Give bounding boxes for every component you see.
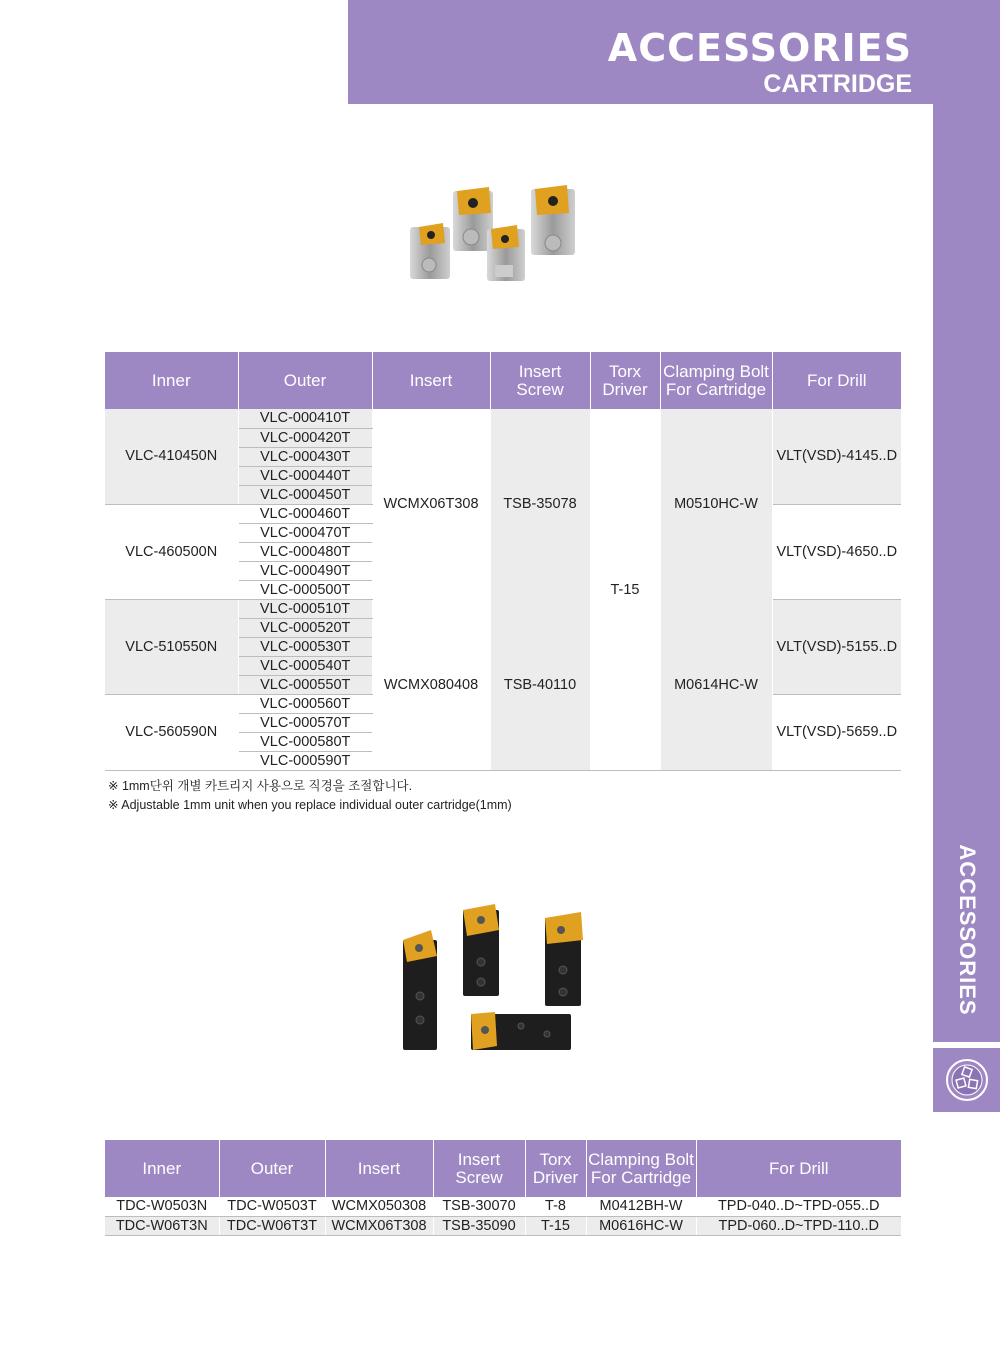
outer-cell: VLC-000450T: [238, 485, 372, 504]
col-for-drill: For Drill: [696, 1140, 901, 1197]
side-tab[interactable]: [933, 835, 1000, 1025]
inner-cell: VLC-410450N: [105, 409, 238, 504]
insert-cell: WCMX06T308: [372, 409, 490, 599]
outer-cell: VLC-000410T: [238, 409, 372, 428]
for-drill-cell: VLT(VSD)-5155..D: [772, 599, 901, 694]
for-drill-cell: VLT(VSD)-4650..D: [772, 504, 901, 599]
table-header-row: [105, 352, 901, 409]
page-subtitle: CARTRIDGE: [763, 70, 912, 98]
outer-cell: VLC-000500T: [238, 580, 372, 599]
clamping-bolt-cell: M0614HC-W: [660, 599, 772, 770]
table-bottom-rule: [105, 770, 901, 771]
outer-cell: VLC-000490T: [238, 561, 372, 580]
table-header-row: [105, 1140, 901, 1197]
col-torx-driver: Torx Driver: [590, 352, 660, 409]
vlc-cartridge-table: [105, 352, 901, 771]
col-inner: Inner: [105, 352, 238, 409]
outer-cell: VLC-000470T: [238, 523, 372, 542]
outer-cell: VLC-000510T: [238, 599, 372, 618]
bottom-cartridge-photo: [395, 900, 595, 1060]
col-outer: Outer: [238, 352, 372, 409]
inner-cell: TDC-W06T3N: [105, 1216, 219, 1235]
col-insert: Insert: [372, 352, 490, 409]
table-row: [105, 409, 901, 428]
outer-cell: VLC-000460T: [238, 504, 372, 523]
outer-cell: TDC-W06T3T: [219, 1216, 325, 1235]
inner-cell: VLC-460500N: [105, 504, 238, 599]
col-outer: Outer: [219, 1140, 325, 1197]
insert-screw-cell: TSB-40110: [490, 599, 590, 770]
insert-screw-cell: TSB-35078: [490, 409, 590, 599]
note-korean: ※ 1mm단위 개별 카트리지 사용으로 직경을 조절합니다.: [108, 779, 413, 793]
outer-cell: VLC-000440T: [238, 466, 372, 485]
outer-cell: VLC-000550T: [238, 675, 372, 694]
outer-cell: VLC-000580T: [238, 732, 372, 751]
col-inner: Inner: [105, 1140, 219, 1197]
clamping-bolt-cell: M0510HC-W: [660, 409, 772, 599]
insert-cell: WCMX080408: [372, 599, 490, 770]
col-for-drill: For Drill: [772, 352, 901, 409]
torx-driver-cell: T-15: [525, 1216, 586, 1235]
insert-screw-cell: TSB-35090: [433, 1216, 525, 1235]
clamping-bolt-cell: M0412BH-W: [586, 1197, 696, 1216]
tdc-cartridge-table: [105, 1140, 901, 1236]
insert-screw-cell: TSB-30070: [433, 1197, 525, 1216]
outer-cell: VLC-000590T: [238, 751, 372, 770]
torx-driver-cell: T-8: [525, 1197, 586, 1216]
col-torx-driver: Torx Driver: [525, 1140, 586, 1197]
for-drill-cell: VLT(VSD)-4145..D: [772, 409, 901, 504]
table-row: [105, 1216, 901, 1235]
inner-cell: TDC-W0503N: [105, 1197, 219, 1216]
clamping-bolt-cell: M0616HC-W: [586, 1216, 696, 1235]
table-row: [105, 599, 901, 618]
outer-cell: VLC-000430T: [238, 447, 372, 466]
note-english: ※ Adjustable 1mm unit when you replace individual outer cartridge(1mm): [108, 798, 512, 812]
outer-cell: VLC-000530T: [238, 637, 372, 656]
outer-cell: VLC-000540T: [238, 656, 372, 675]
outer-cell: TDC-W0503T: [219, 1197, 325, 1216]
page-title: ACCESSORIES: [607, 26, 912, 70]
for-drill-cell: TPD-040..D~TPD-055..D: [696, 1197, 901, 1216]
inner-cell: VLC-560590N: [105, 694, 238, 770]
outer-cell: VLC-000520T: [238, 618, 372, 637]
top-cartridge-photo: [405, 185, 585, 285]
col-clamping-bolt: Clamping Bolt For Cartridge: [660, 352, 772, 409]
col-insert-screw: Insert Screw: [433, 1140, 525, 1197]
table-row: [105, 1197, 901, 1216]
for-drill-cell: TPD-060..D~TPD-110..D: [696, 1216, 901, 1235]
for-drill-cell: VLT(VSD)-5659..D: [772, 694, 901, 770]
col-clamping-bolt: Clamping Bolt For Cartridge: [586, 1140, 696, 1197]
side-logo: [933, 1048, 1000, 1112]
tool-emblem-icon: [933, 1048, 1000, 1112]
outer-cell: VLC-000560T: [238, 694, 372, 713]
outer-cell: VLC-000570T: [238, 713, 372, 732]
insert-cell: WCMX06T308: [325, 1216, 433, 1235]
insert-cell: WCMX050308: [325, 1197, 433, 1216]
outer-cell: VLC-000420T: [238, 428, 372, 447]
col-insert: Insert: [325, 1140, 433, 1197]
notes: [108, 777, 512, 815]
inner-cell: VLC-510550N: [105, 599, 238, 694]
torx-driver-cell: T-15: [590, 409, 660, 770]
col-insert-screw: Insert Screw: [490, 352, 590, 409]
side-tab-label: ACCESSORIES: [954, 844, 980, 1016]
outer-cell: VLC-000480T: [238, 542, 372, 561]
